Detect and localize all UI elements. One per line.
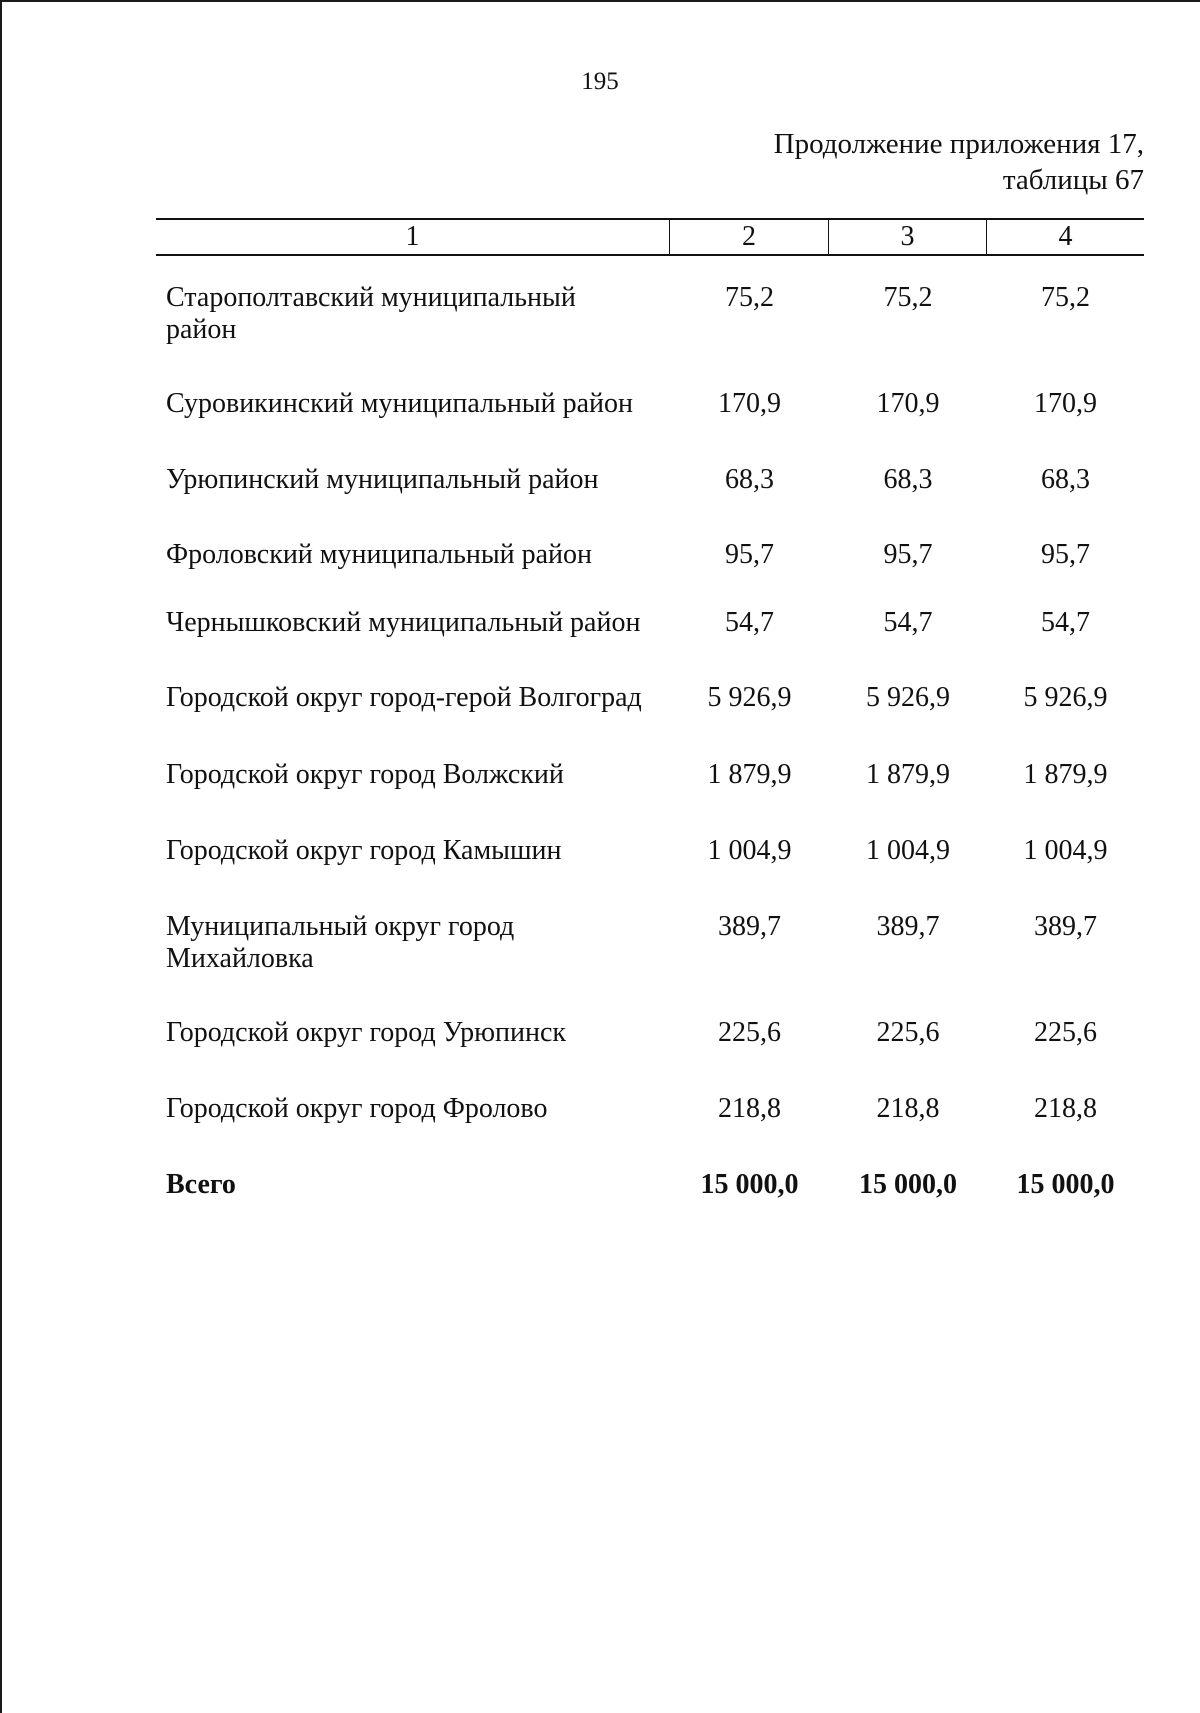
row-value-col-2: 75,2 [725, 282, 774, 313]
row-value-col-3: 54,7 [883, 607, 933, 638]
row-value-col-4: 225,6 [1034, 1017, 1097, 1048]
row-value-col-2: 68,3 [725, 464, 774, 495]
table-row [156, 607, 1144, 639]
row-value-col-4: 1 004,9 [1023, 835, 1108, 866]
row-value-col-2: 54,7 [725, 607, 774, 638]
row-value-col-3: 170,9 [876, 388, 940, 419]
row-value-col-4: 75,2 [1041, 282, 1090, 313]
row-value-col-3: 1 879,9 [866, 759, 950, 790]
row-value-col-2: 5 926,9 [707, 682, 792, 713]
row-value-col-2: 389,7 [718, 911, 781, 942]
row-name: Чернышковский муниципальный район [166, 607, 641, 638]
row-value-col-4: 218,8 [1034, 1093, 1097, 1124]
row-value-col-3: 68,3 [883, 464, 933, 495]
row-value-col-4: 170,9 [1034, 388, 1097, 419]
row-name: Городской округ город Урюпинск [166, 1017, 566, 1048]
row-value-col-3: 95,7 [883, 539, 933, 570]
row-value-col-2: 1 879,9 [707, 759, 792, 790]
row-value-col-2: 225,6 [718, 1017, 781, 1048]
row-value-col-3: 225,6 [876, 1017, 940, 1048]
header-col-2: 2 [670, 220, 829, 254]
row-name: Городской округ город-герой Волгоград [166, 682, 642, 713]
table-row [156, 1017, 1144, 1049]
continuation-note [774, 126, 1144, 198]
row-value-col-4: 54,7 [1041, 607, 1090, 638]
table-row [156, 388, 1144, 420]
row-value-col-4: 389,7 [1034, 911, 1097, 942]
row-name: Городской округ город Фролово [166, 1093, 548, 1124]
table-row [156, 759, 1144, 791]
row-value-col-2: 218,8 [718, 1093, 781, 1124]
row-name: Урюпинский муниципальный район [166, 464, 599, 495]
scan-border-top [0, 0, 1200, 2]
row-name: Старополтавский муниципальный район [166, 282, 576, 345]
row-value-col-4: 95,7 [1041, 539, 1090, 570]
continuation-line-2: таблицы 67 [1002, 164, 1144, 196]
header-col-4: 4 [1058, 221, 1073, 252]
page-number: 195 [581, 68, 619, 95]
row-value-col-4: 5 926,9 [1023, 682, 1108, 713]
scan-border-left [0, 0, 2, 1713]
row-value-col-2: 95,7 [725, 539, 774, 570]
row-value-col-2: 1 004,9 [707, 835, 792, 866]
header-col-3: 3 [829, 220, 987, 254]
table-row [156, 1093, 1144, 1125]
row-value-col-3: 1 004,9 [866, 835, 950, 866]
row-value-col-3: 218,8 [876, 1093, 940, 1124]
row-name: Муниципальный округ город Михайловка [166, 911, 515, 974]
table-row [156, 911, 1144, 975]
row-name: Городской округ город Волжский [166, 759, 564, 790]
table-total-row [156, 1169, 1144, 1201]
total-value-col-2: 15 000,0 [700, 1169, 799, 1200]
row-value-col-3: 75,2 [883, 282, 933, 313]
table-header [156, 218, 1144, 256]
total-value-col-3: 15 000,0 [859, 1169, 957, 1200]
table-row [156, 464, 1144, 496]
table-row [156, 539, 1144, 571]
continuation-line-1: Продолжение приложения 17, [773, 128, 1144, 160]
table-row [156, 835, 1144, 867]
row-name: Фроловский муниципальный район [166, 539, 593, 570]
row-value-col-2: 170,9 [718, 388, 781, 419]
total-label: Всего [166, 1169, 236, 1200]
row-value-col-4: 68,3 [1041, 464, 1090, 495]
row-value-col-3: 389,7 [876, 911, 940, 942]
row-value-col-3: 5 926,9 [866, 682, 950, 713]
row-name: Городской округ город Камышин [166, 835, 562, 866]
table-row [156, 282, 1144, 346]
row-name: Суровикинский муниципальный район [166, 388, 633, 419]
table-row [156, 682, 1144, 714]
total-value-col-4: 15 000,0 [1016, 1169, 1115, 1200]
header-col-1: 1 [156, 220, 670, 254]
row-value-col-4: 1 879,9 [1023, 759, 1108, 790]
